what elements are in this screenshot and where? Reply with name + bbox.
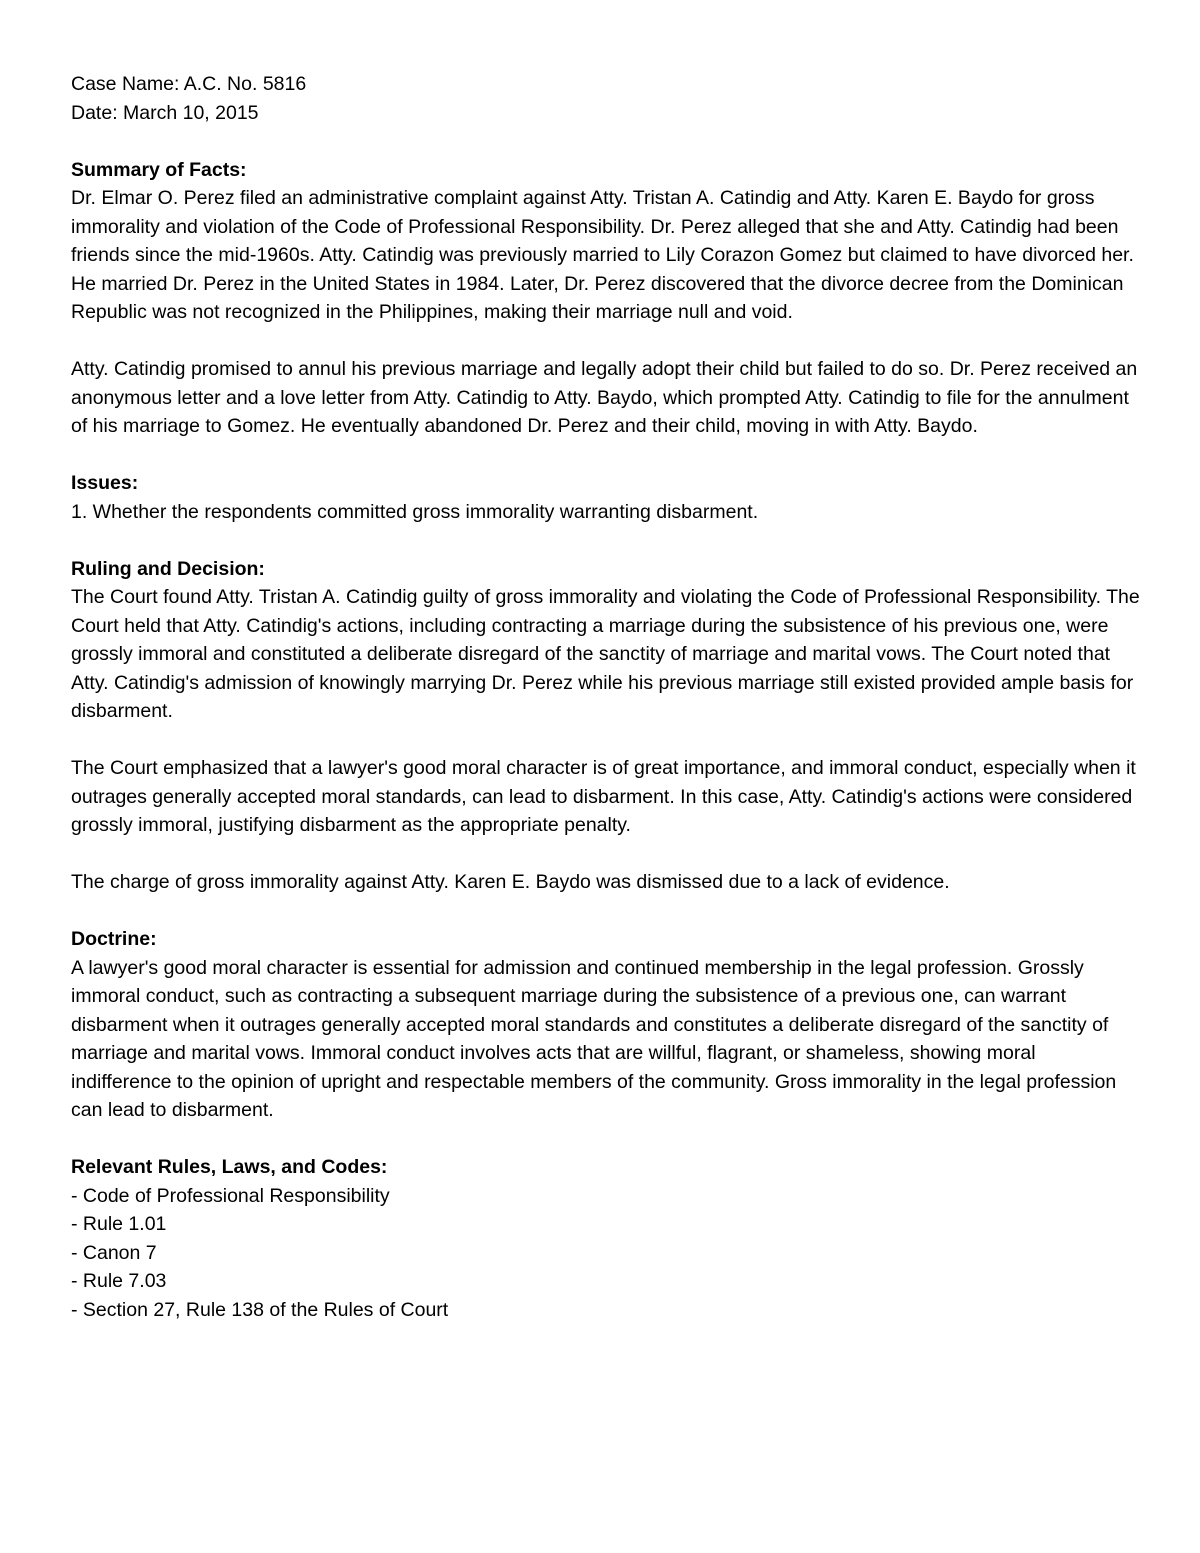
summary-heading: Summary of Facts: [71, 158, 247, 181]
ruling-paragraph: The Court found Atty. Tristan A. Catindig guilty of gross immorality and violating the Code of Professional Responsibility. The Court held that Atty. Catindig's actions, including contracting a marriage during the subsistence of his previous one, were grossly immoral and constituted a deliberate disregard of the sanctity of marriage and marital vows. The Court noted that Atty. Catindig's admission of knowingly marrying Dr. Perez while his previous marriage still existed provided ample basis for disbarment. [71, 586, 1140, 722]
summary-paragraph: Atty. Catindig promised to annul his previous marriage and legally adopt their child but failed to do so. Dr. Perez received an anonymous letter and a love letter from Atty. Catindig to Atty. Baydo, which prompted Atty. Catindig to file for the annulment of his marriage to Gomez. He eventually abandoned Dr. Perez and their child, moving in with Atty. Baydo. [71, 358, 1138, 437]
rules-section [71, 1153, 1141, 1324]
doctrine-paragraph: A lawyer's good moral character is essential for admission and continued membership in the legal profession. Grossly immoral conduct, such as contracting a subsequent marriage during the subsistence of a previous one, can warrant disbarment when it outrages generally accepted moral standards and constitutes a deliberate disregard of the sanctity of marriage and marital vows. Immoral conduct involves acts that are willful, flagrant, or shameless, showing moral indifference to the opinion of upright and respectable members of the community. Gross immorality in the legal profession can lead to disbarment. [71, 956, 1117, 1121]
spacer [71, 897, 1141, 926]
rule-item: - Section 27, Rule 138 of the Rules of Court [71, 1298, 449, 1321]
issues-section [71, 469, 1141, 526]
rule-item: - Rule 1.01 [71, 1213, 167, 1235]
spacer [71, 127, 1141, 156]
spacer [71, 327, 1141, 356]
doctrine-heading: Doctrine: [71, 928, 157, 950]
ruling-heading: Ruling and Decision: [71, 557, 265, 580]
case-date: Date: March 10, 2015 [71, 101, 259, 124]
issue-item: 1. Whether the respondents committed gross immorality warranting disbarment. [71, 500, 759, 523]
ruling-paragraph: The Court emphasized that a lawyer's good moral character is of great importance, and immoral conduct, especially when it outrages generally accepted moral standards, can lead to disbarment. In this case, Atty. Catindig's actions were considered grossly immoral, justifying disbarment as the appropriate penalty. [71, 757, 1136, 836]
rule-item: - Code of Professional Responsibility [71, 1184, 390, 1207]
rule-item: - Rule 7.03 [71, 1270, 167, 1292]
spacer [71, 441, 1141, 470]
ruling-paragraph: The charge of gross immorality against Atty. Karen E. Baydo was dismissed due to a lack of evidence. [71, 871, 950, 893]
spacer [71, 1125, 1141, 1154]
spacer [71, 840, 1141, 869]
doctrine-section [71, 925, 1141, 1125]
summary-section [71, 156, 1141, 441]
summary-paragraph: Dr. Elmar O. Perez filed an administrative complaint against Atty. Tristan A. Catindig and Atty. Karen E. Baydo for gross immorality and violation of the Code of Professional Responsibility. Dr. Perez alleged that she and Atty. Catindig had been friends since the mid-1960s. Atty. Catindig was previously married to Lily Corazon Gomez but claimed to have divorced her. He married Dr. Perez in the United States in 1984. Later, Dr. Perez discovered that the divorce decree from the Dominican Republic was not recognized in the Philippines, making their marriage null and void. [71, 187, 1134, 323]
issues-heading: Issues: [71, 472, 139, 494]
spacer [71, 726, 1141, 755]
document-page [71, 70, 1141, 1324]
rules-heading: Relevant Rules, Laws, and Codes: [71, 1156, 388, 1178]
case-name: Case Name: A.C. No. 5816 [71, 73, 307, 95]
rule-item: - Canon 7 [71, 1241, 157, 1264]
ruling-section [71, 555, 1141, 897]
rules-list [71, 1182, 1141, 1325]
spacer [71, 526, 1141, 555]
